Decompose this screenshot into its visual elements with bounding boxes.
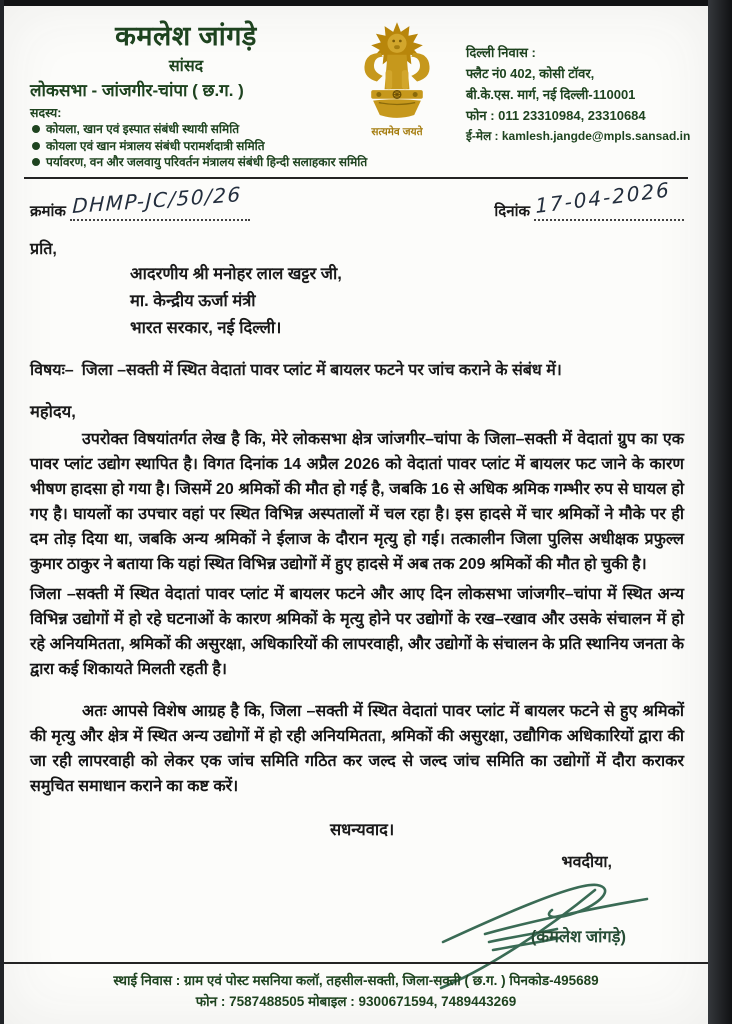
mp-name: कमलेश जांगड़े — [115, 21, 257, 51]
delhi-residence — [452, 16, 690, 171]
ref-handwritten-value: DHMP-JC/50/26 — [71, 181, 242, 218]
email-line: ई-मेल : kamlesh.jangde@mpls.sansad.in — [466, 129, 691, 143]
closing-line: भवदीया, — [561, 853, 612, 871]
header-divider — [24, 177, 688, 179]
recipient-address — [130, 261, 684, 342]
delhi-address-line: बी.के.एस. मार्ग, नई दिल्ली-110001 — [466, 87, 636, 102]
committee-item — [30, 154, 368, 171]
body-paragraph-1: उपरोक्त विषयांतर्गत लेख है कि, मेरे लोकसभा क्षेत्र जांजगीर–चांपा के जिला–सक्ती में वेदातां ग्रुप का एक पावर प्लांट उद्योग स्थापित है। विगत दिनांक 14 अप्रैल 2026 को वेदातां पावर प्लांट में बायलर फट जाने के कारण भीषण हादसा हो गया है। जिसमें 20 श्रमिकों की मौत हो गई है, जबकि 16 से अधिक श्रमिक गम्भीर रुप से घायल हो गए है। घायलों का उपचार वहां पर स्थित विभिन्न अस्पतालों में चल रहा है। इस हादसे में चार श्रमिकों ने मौके पर ही दम तोड़ दिया था, जबकि अन्य श्रमिकों ने ईलाज के दौरान मृत्यु हो गई। तत्कालीन जिला पुलिस अधीक्षक प्रफुल्ल कुमार ठाकुर ने बताया कि यहां स्थित विभिन्न उद्योगों में हुए हादसे में अब तक 209 श्रमिकों की मौत हो चुकी है। — [30, 430, 684, 573]
ref-dotted-line — [70, 181, 250, 221]
ref-date-row — [30, 176, 684, 221]
date-handwritten-value: 17-04-2026 — [534, 176, 672, 218]
photo-edge-left — [0, 0, 4, 1024]
letter-date — [494, 176, 684, 221]
footer-phone: फोन : 7587488505 मोबाइल : 9300671594, 7489443269 — [195, 994, 517, 1009]
bullet-icon — [32, 142, 40, 150]
committee-label: कोयला, खान एवं इस्पात संबंधी स्थायी समिति — [46, 122, 240, 136]
permanent-address: स्थाई निवास : ग्राम एवं पोस्ट मसनिया कलॉ, तहसील-सक्ती, जिला-सक्ती ( छ.ग. ) पिनकोड-495689 — [113, 973, 599, 988]
letterhead — [30, 16, 691, 171]
ref-number — [30, 181, 250, 221]
recipient-label: प्रति, — [30, 240, 57, 258]
footer — [4, 962, 708, 1024]
committee-item — [30, 138, 342, 155]
delhi-phone-line: फोन : 011 23310984, 23310684 — [466, 108, 646, 123]
photo-edge-right — [708, 0, 732, 1024]
national-emblem-icon — [354, 20, 440, 124]
letter-page — [4, 6, 708, 1024]
constituency: लोकसभा - जांजगीर-चांपा ( छ.ग. ) — [30, 81, 244, 100]
committee-label: पर्यावरण, वन और जलवायु परिवर्तन मंत्रालय संबंधी हिन्दी सलाहकार समिति — [46, 155, 368, 169]
members-label: सदस्य: — [30, 106, 62, 120]
date-dotted-line — [534, 176, 684, 221]
thanks-line: सधन्यवाद। — [330, 820, 395, 839]
recipient-line: मा. केन्द्रीय ऊर्जा मंत्री — [130, 291, 256, 310]
subject-line — [30, 358, 684, 383]
subject-label: विषयः– — [30, 361, 74, 379]
emblem-motto: सत्यमेव जयते — [371, 126, 423, 138]
subject-text: जिला –सक्ती में स्थित वेदातां पावर प्लांट में बायलर फटने पर जांच कराने के संबंध में। — [81, 361, 562, 379]
bullet-icon — [32, 125, 40, 133]
ref-label: क्रमांक — [30, 202, 66, 220]
recipient-line: आदरणीय श्री मनोहर लाल खट्टर जी, — [130, 264, 342, 283]
emblem-block — [342, 16, 452, 171]
photo-edge-top — [0, 0, 732, 6]
signer-name: (कमलेश जांगड़े) — [530, 927, 626, 946]
committee-label: कोयला एवं खान मंत्रालय संबंधी परामर्शदात्री समिति — [46, 138, 265, 153]
committee-item — [30, 121, 342, 138]
body-paragraph-2: जिला –सक्ती में स्थित वेदातां पावर प्लांट में बायलर फटने और आए दिन लोकसभा जांजगीर–चांपा में स्थित अन्य विभिन्न उद्योगों में हो रहे घटनाओं के कारण श्रमिकों के मृत्यु होने पर उद्योगों के रख–रखाव और उसके संचालन में हो रहे अनियमितता, श्रमिकों की असुरक्षा, अधिकारियों की लापरवाही, और उद्योगों के संचालन के प्रति स्थानिय जनता के द्वारा कई शिकायते मिलती रहती है। — [30, 585, 684, 678]
delhi-residence-label: दिल्ली निवास : — [466, 45, 536, 60]
recipient-line: भारत सरकार, नई दिल्ली। — [130, 318, 282, 337]
mp-designation: सांसद — [168, 58, 204, 75]
date-label: दिनांक — [494, 202, 530, 220]
salutation: महोदय, — [30, 402, 76, 421]
delhi-address-line: फ्लैट नं0 402, कोसी टॉवर, — [466, 66, 595, 81]
body-paragraph-3: अतः आपसे विशेष आग्रह है कि, जिला –सक्ती में स्थित वेदातां पावर प्लांट में बायलर फटने से हुए श्रमिकों की मृत्यु और क्षेत्र में स्थित अन्य उद्योगों में हो रही अनियमितता, श्रमिकों की असुरक्षा, उद्यौगिक अधिकारियों द्वारा की जा रही लापरवाही को लेकर एक जांच समिति गठित कर जल्द से जल्द जांच समिति का उद्योगों में दौरा कराकर समुचित समाधान कराने का कष्ट करें। — [30, 702, 684, 795]
letterhead-left — [30, 16, 368, 171]
bullet-icon — [32, 158, 40, 166]
